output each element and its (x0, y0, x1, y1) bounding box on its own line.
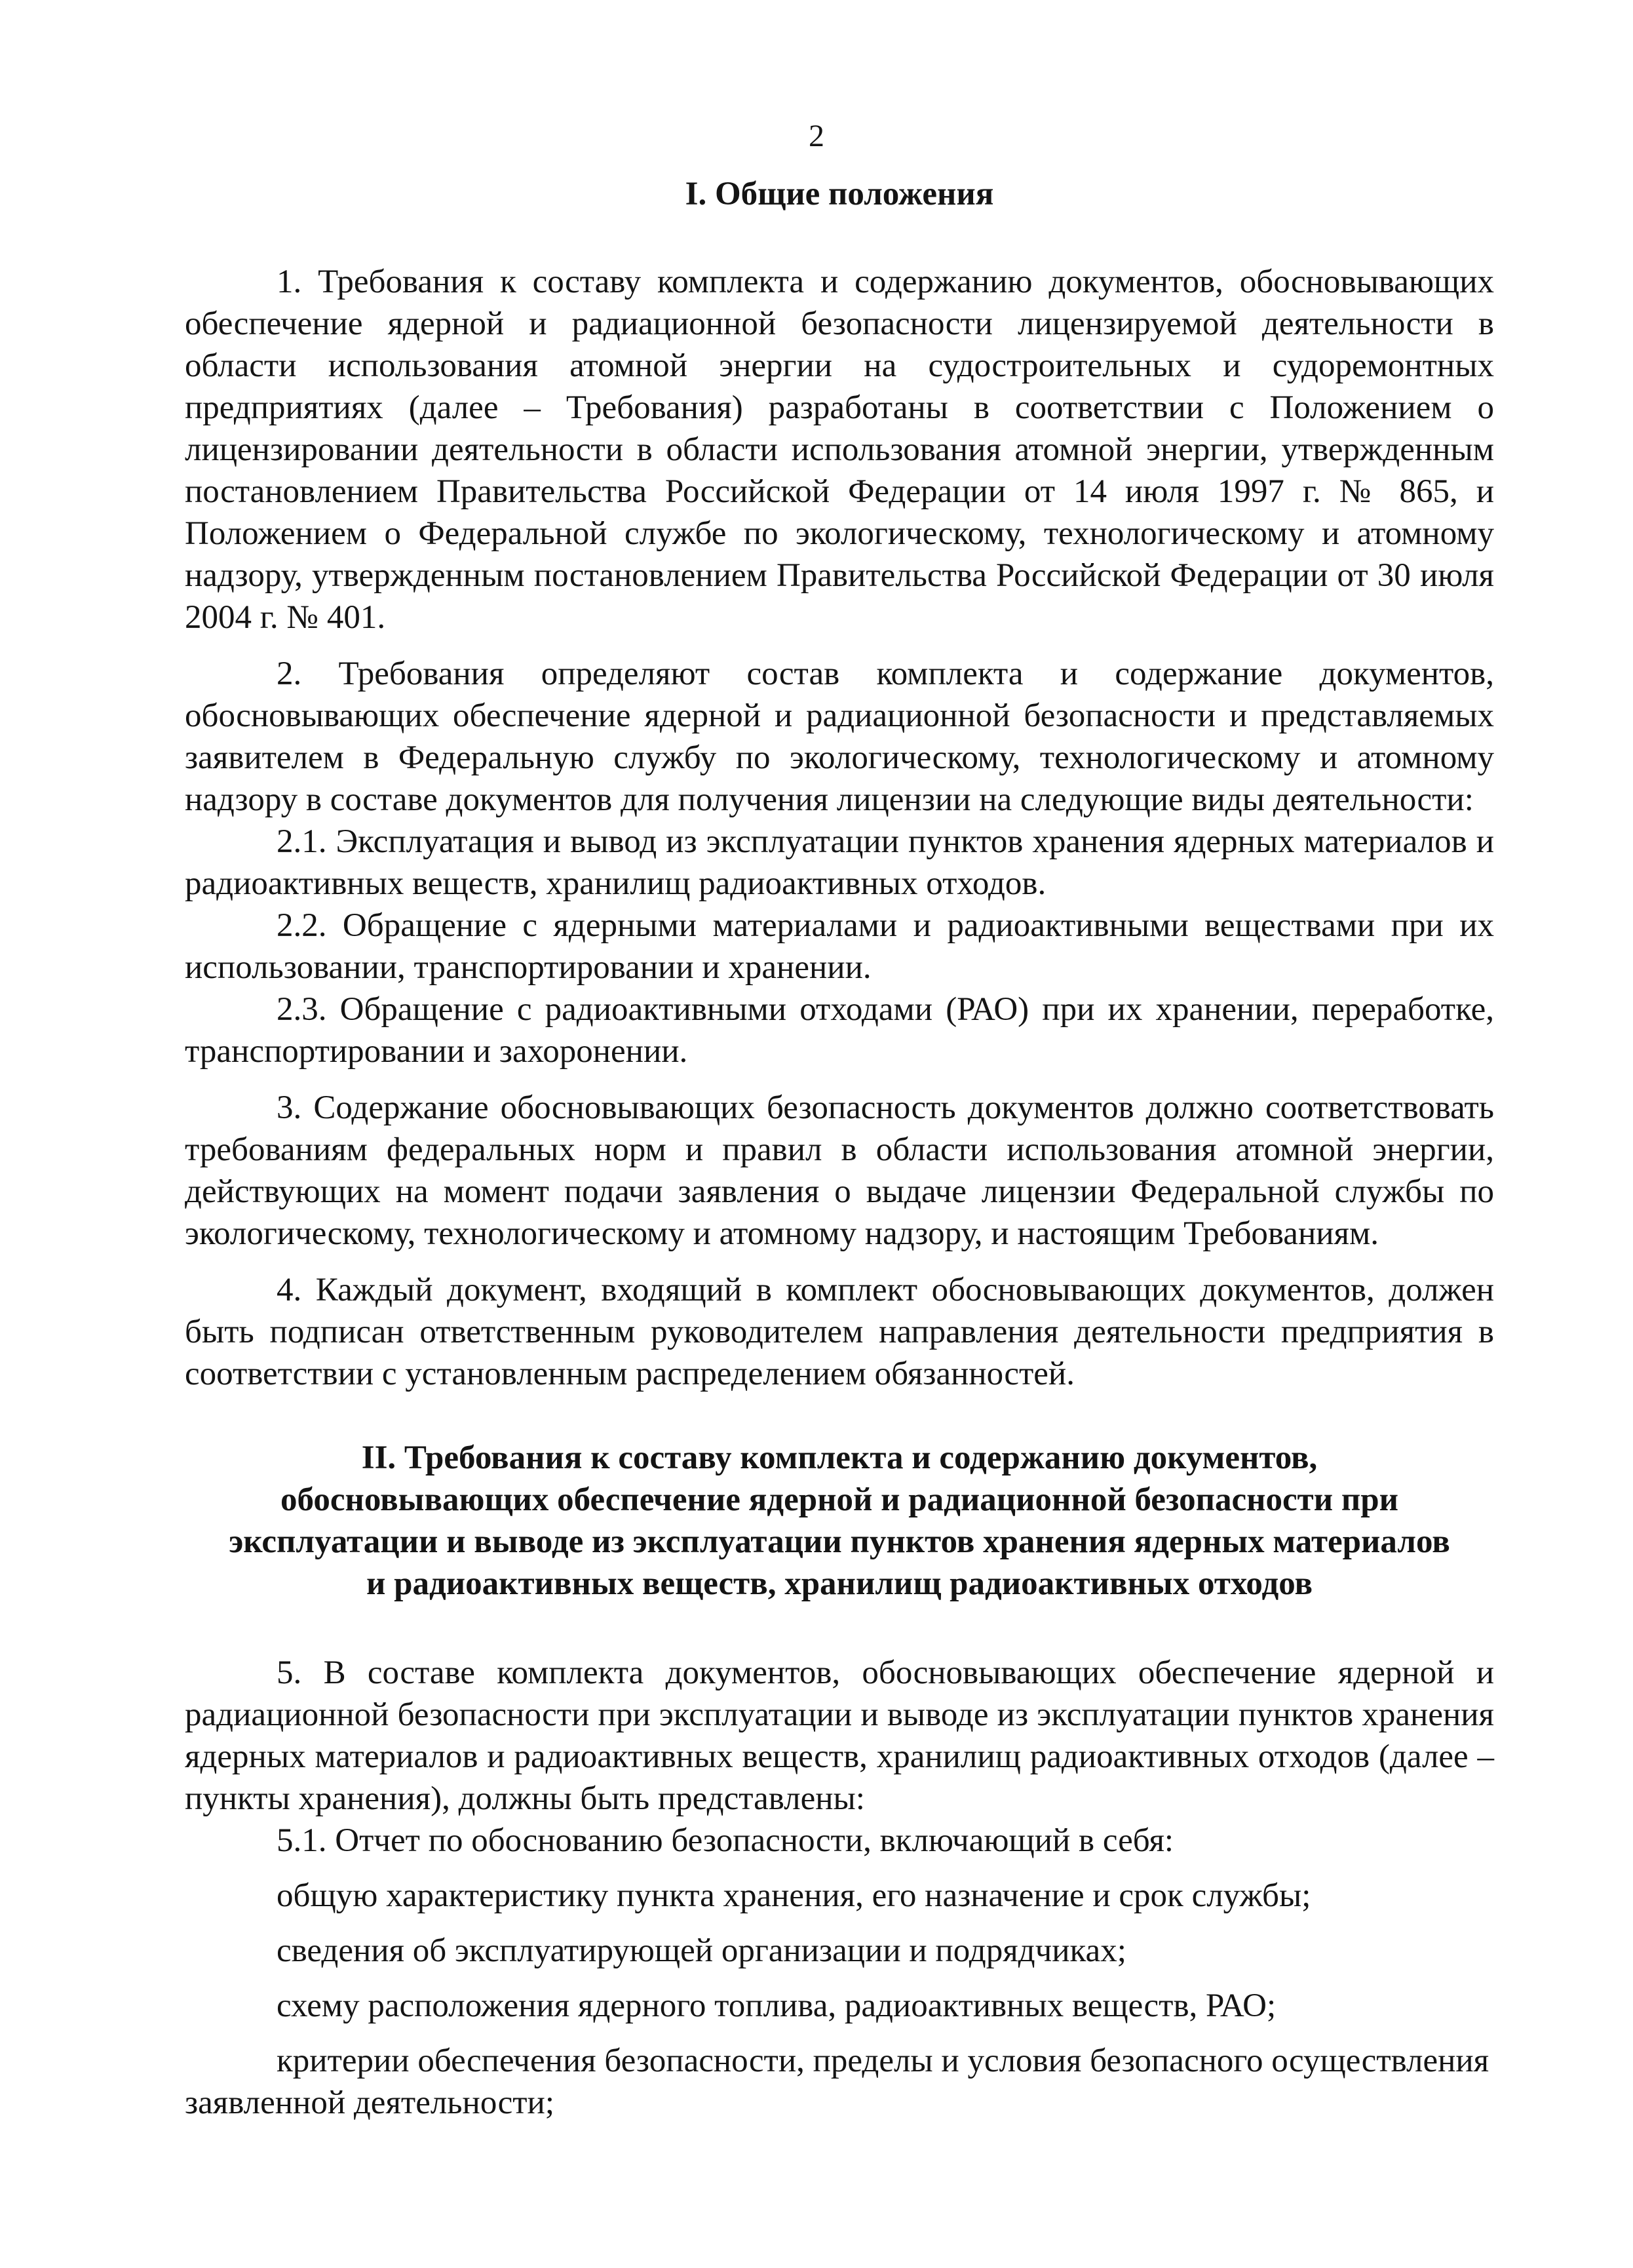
paragraph-4: 4. Каждый документ, входящий в комплект обосновывающих документов, должен быть подписан ответственным руководителем направления деятельности предприятия в соответствии с установленным распределением обязанностей. (185, 1272, 1494, 1392)
paragraph-3: 3. Содержание обосновывающих безопасность документов должно соответствовать требованиям федеральных норм и правил в области использования атомной энергии, действующих на момент подачи заявления о выдаче лицензии Федеральной службы по экологическому, технологическому и атомному надзору, и настоящим Требованиям. (185, 1089, 1494, 1252)
paragraph-2-1: 2.1. Эксплуатация и вывод из эксплуатации пунктов хранения ядерных материалов и радиоактивных веществ, хранилищ радиоактивных отходов. (185, 823, 1494, 902)
section-2-title (185, 1437, 1494, 1605)
list-item: общую характеристику пункта хранения, его назначение и срок службы; (277, 1877, 1311, 1914)
section-2-title-line: эксплуатации и выводе из эксплуатации пунктов хранения ядерных материалов (229, 1523, 1450, 1560)
section-1-title: I. Общие положения (685, 176, 994, 212)
paragraph-2-3: 2.3. Обращение с радиоактивными отходами (РАО) при их хранении, переработке, транспортировании и захоронении. (185, 991, 1494, 1070)
paragraph-5: 5. В составе комплекта документов, обосновывающих обеспечение ядерной и радиационной безопасности при эксплуатации и выводе из эксплуатации пунктов хранения ядерных материалов и радиоактивных веществ, хранилищ радиоактивных отходов (далее – пункты хранения), должны быть представлены: (185, 1654, 1494, 1817)
section-2-title-line: обосновывающих обеспечение ядерной и радиационной безопасности при (280, 1481, 1398, 1518)
paragraph-2: 2. Требования определяют состав комплекта и содержание документов, обосновывающих обеспечение ядерной и радиационной безопасности и представляемых заявителем в Федеральную службу по экологическому, технологическому и атомному надзору в составе документов для получения лицензии на следующие виды деятельности: (185, 655, 1494, 818)
document-body (185, 173, 1494, 2124)
page-number: 2 (809, 119, 824, 153)
paragraph-5-1: 5.1. Отчет по обоснованию безопасности, включающий в себя: (277, 1822, 1174, 1859)
section-2-title-line: II. Требования к составу комплекта и содержанию документов, (361, 1439, 1318, 1476)
paragraph-2-2: 2.2. Обращение с ядерными материалами и радиоактивными веществами при их использовании, транспортировании и хранении. (185, 907, 1494, 986)
paragraph-1: 1. Требования к составу комплекта и содержанию документов, обосновывающих обеспечение ядерной и радиационной безопасности лицензируемой деятельности в области использования атомной энергии на судостроительных и судоремонтных предприятиях (далее – Требования) разработаны в соответствии с Положением о лицензировании деятельности в области использования атомной энергии, утвержденным постановлением Правительства Российской Федерации от 14 июля 1997 г. № 865, и Положением о Федеральной службе по экологическому, технологическому и атомному надзору, утвержденным постановлением Правительства Российской Федерации от 30 июля 2004 г. № 401. (185, 264, 1494, 636)
list-item: критерии обеспечения безопасности, пределы и условия безопасного осуществления заявленной деятельности; (185, 2043, 1489, 2121)
list-item: схему расположения ядерного топлива, радиоактивных веществ, РАО; (277, 1987, 1277, 2024)
section-2-title-line: и радиоактивных веществ, хранилищ радиоактивных отходов (366, 1565, 1313, 1602)
list-item: сведения об эксплуатирующей организации и подрядчиках; (277, 1932, 1126, 1969)
